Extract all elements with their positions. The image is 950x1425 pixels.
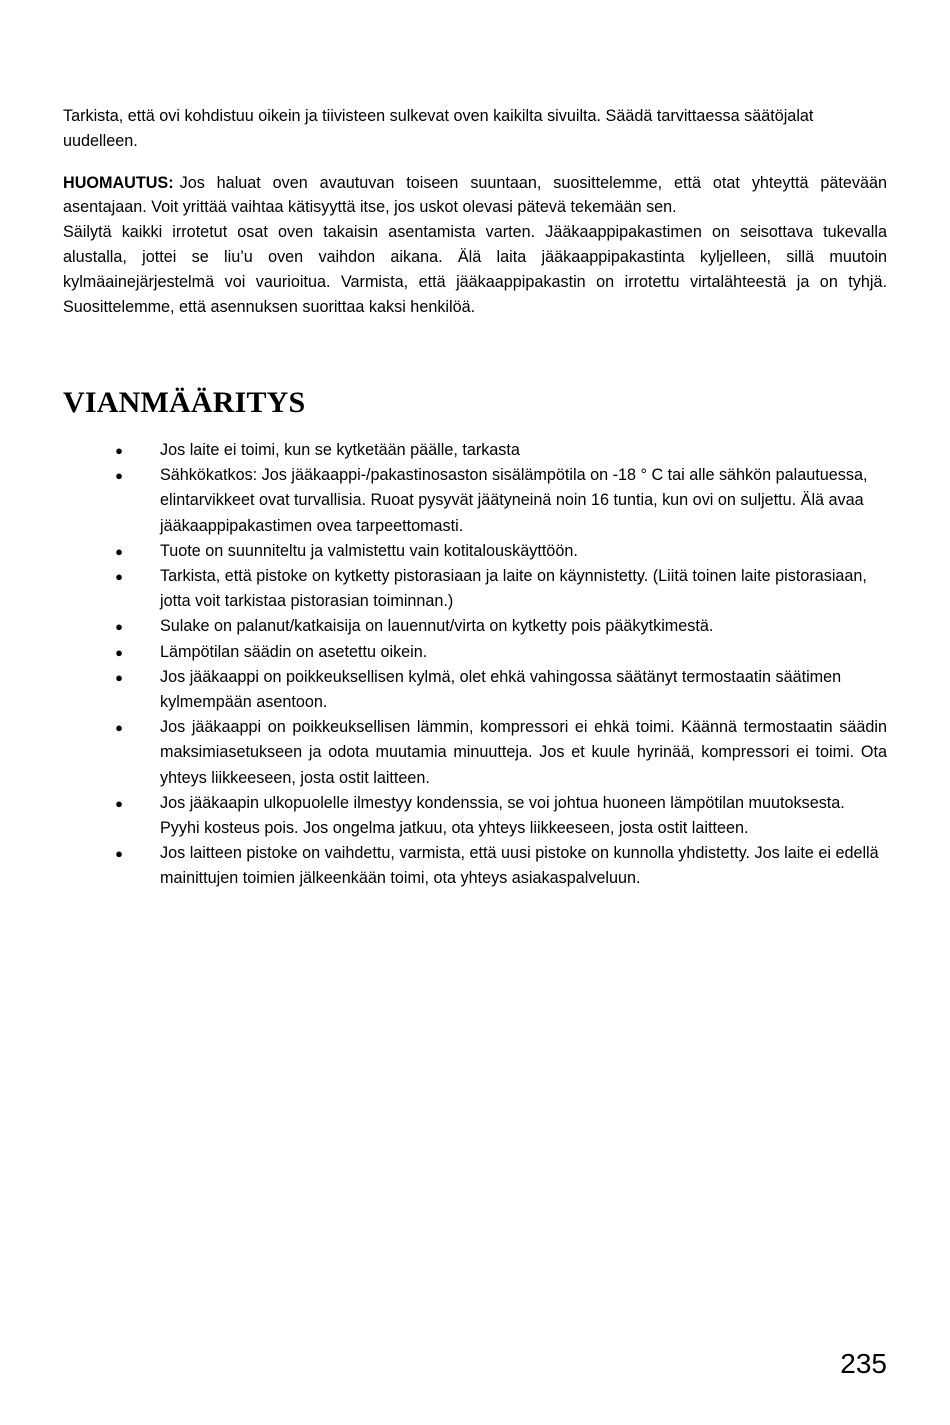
bullet-icon: ● <box>115 795 123 811</box>
note-text: Jos haluat oven avautuvan toiseen suuntaan, suosittelemme, että otat yhteyttä pätevään asentajaan. Voit yrittää vaihtaa kätisyyttä itse, jos uskot olevasi pätevä tekemään sen. <box>63 173 887 217</box>
bullet-icon: ● <box>115 720 123 736</box>
list-item-text: Jos jääkaappi on poikkeuksellisen kylmä, olet ehkä vahingossa säätänyt termostaatin säätimen kylmempään asentoon. <box>160 667 842 712</box>
note-label: HUOMAUTUS: <box>63 173 174 192</box>
list-item <box>63 438 887 463</box>
list-item <box>63 564 887 614</box>
list-item <box>63 463 887 539</box>
list-item-text: Sähkökatkos: Jos jääkaappi-/pakastinosaston sisälämpötila on -18 ° C tai alle sähkön palautuessa, elintarvikkeet ovat turvallisia. Ruoat pysyvät jäätyneinä noin 16 tuntia, kun ovi on suljettu. Älä avaa jääkaappipakastimen ovea tarpeettomasti. <box>160 466 868 535</box>
page-number: 235 <box>840 1348 887 1379</box>
list-item-text: Sulake on palanut/katkaisija on lauennut/virta on kytketty pois pääkytkimestä. <box>160 617 714 636</box>
list-item-text: Jos laite ei toimi, kun se kytketään päälle, tarkasta <box>160 441 520 459</box>
list-item <box>63 715 887 791</box>
bullet-icon: ● <box>115 846 123 862</box>
bullet-icon: ● <box>115 669 123 685</box>
note-paragraph <box>63 171 887 221</box>
troubleshooting-list <box>63 438 887 892</box>
bullet-icon: ● <box>115 543 123 559</box>
intro-paragraph-alignment: Tarkista, että ovi kohdistuu oikein ja tiivisteen sulkevat oven kaikilta sivuilta. Säädä tarvittaessa säätöjalat uudelleen. <box>63 107 814 150</box>
section-heading-troubleshooting: VIANMÄÄRITYS <box>63 386 306 419</box>
list-item <box>63 614 887 639</box>
list-item <box>63 640 887 665</box>
list-item <box>63 539 887 564</box>
list-item-text: Jos jääkaappi on poikkeuksellisen lämmin, kompressori ei ehkä toimi. Käännä termostaatin säädin maksimiasetukseen ja odota muutamia minuutteja. Jos et kuule hyrinää, kompressori ei toimi. Ota yhteys liikkeeseen, josta ostit laitteen. <box>160 718 887 787</box>
list-item-text: Jos jääkaapin ulkopuolelle ilmestyy kondenssia, se voi johtua huoneen lämpötilan muutoksesta. Pyyhi kosteus pois. Jos ongelma jatkuu, ota yhteys liikkeeseen, josta ostit laitteen. <box>160 793 845 838</box>
bullet-icon: ● <box>115 644 123 660</box>
list-item <box>63 665 887 715</box>
bullet-icon: ● <box>115 468 123 484</box>
bullet-icon: ● <box>115 443 123 458</box>
list-item-text: Lämpötilan säädin on asetettu oikein. <box>160 642 428 661</box>
list-item-text: Tuote on suunniteltu ja valmistettu vain kotitalouskäyttöön. <box>160 541 578 560</box>
bullet-icon: ● <box>115 569 123 585</box>
list-item <box>63 791 887 841</box>
document-body <box>63 104 887 319</box>
list-item-text: Jos laitteen pistoke on vaihdettu, varmista, että uusi pistoke on kunnolla yhdistetty. Jos laite ei edellä mainittujen toimien jälkeenkään toimi, ota yhteys asiakaspalveluun. <box>160 844 879 888</box>
list-item <box>63 841 887 891</box>
list-item-text: Tarkista, että pistoke on kytketty pistorasiaan ja laite on käynnistetty. (Liitä toinen laite pistorasiaan, jotta voit tarkistaa pistorasian toiminnan.) <box>160 567 867 611</box>
bullet-icon: ● <box>115 619 123 635</box>
storage-paragraph: Säilytä kaikki irrotetut osat oven takaisin asentamista varten. Jääkaappipakastimen on seisottava tukevalla alustalla, jottei se liu’u oven vaihdon aikana. Älä laita jääkaappipakastinta kyljelleen, sillä muutoin kylmäainejärjestelmä voi vaurioitua. Varmista, että jääkaappipakastin on irrotettu virtalähteestä ja on tyhjä. Suosittelemme, että asennuksen suorittaa kaksi henkilöä. <box>63 223 887 316</box>
